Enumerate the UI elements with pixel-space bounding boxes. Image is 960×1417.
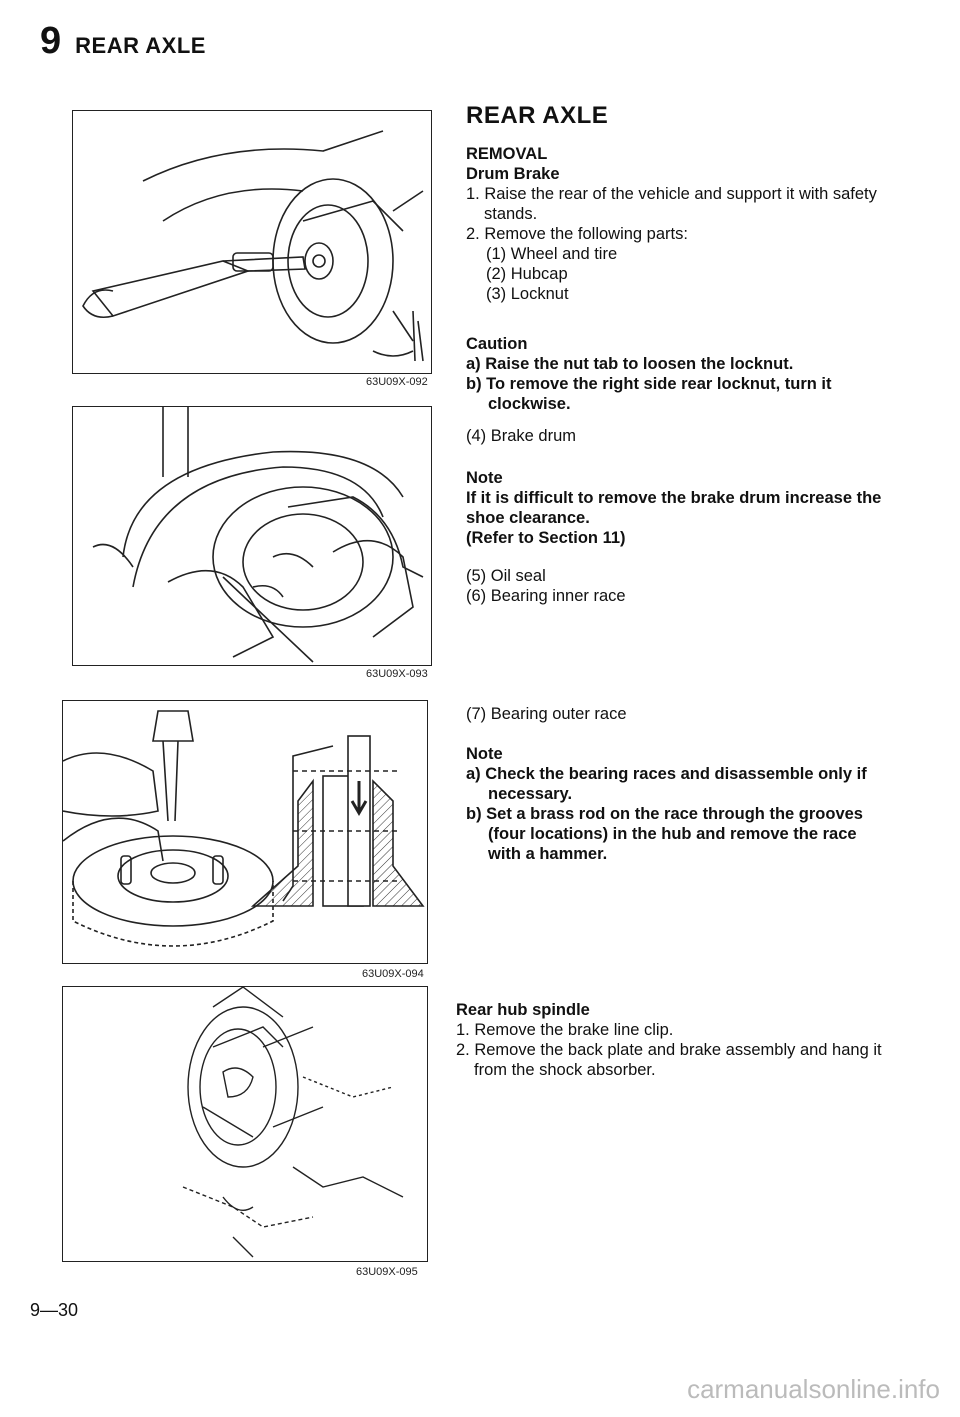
section-title: REAR AXLE: [466, 102, 609, 129]
chapter-number: 9: [40, 20, 62, 62]
part-item: (3) Locknut: [486, 285, 569, 303]
outer-race-block: [466, 704, 886, 864]
figure-caption: 63U09X-095: [356, 1266, 418, 1278]
part-item: (1) Wheel and tire: [486, 245, 618, 263]
figure-caption: 63U09X-092: [366, 376, 428, 388]
figure-locknut-removal: [72, 110, 432, 374]
part-item: (2) Hubcap: [486, 265, 568, 283]
removal-heading: REMOVAL: [466, 145, 548, 163]
note-title: Note: [466, 745, 503, 763]
part-item: (5) Oil seal: [466, 567, 546, 585]
figure-back-plate-removal: [62, 986, 428, 1262]
caution-a: a) Raise the nut tab to loosen the locknut.: [466, 355, 794, 373]
note-reference: (Refer to Section 11): [466, 529, 626, 547]
rear-hub-spindle-section: [456, 1000, 886, 1080]
note-1-block: [466, 468, 886, 606]
figure-outer-race-removal: [62, 700, 428, 964]
watermark: carmanualsonline.info: [687, 1374, 940, 1404]
caution-b: b) To remove the right side rear locknut, turn it clockwise.: [466, 375, 832, 413]
note-text: If it is difficult to remove the brake drum increase the shoe clearance.: [466, 489, 882, 527]
note-2-b: b) Set a brass rod on the race through the grooves (four locations) in the hub and remove the race with a hammer.: [466, 805, 863, 863]
step-1: 1. Raise the rear of the vehicle and support it with safety stands.: [466, 185, 877, 223]
part-item: (6) Bearing inner race: [466, 587, 626, 605]
spindle-step-2: 2. Remove the back plate and brake assembly and hang it from the shock absorber.: [456, 1041, 882, 1079]
page-number: 9—30: [30, 1300, 79, 1320]
caution-block: [466, 334, 886, 446]
spindle-step-1: 1. Remove the brake line clip.: [456, 1021, 674, 1039]
part-item: (7) Bearing outer race: [466, 705, 627, 723]
chapter-title: REAR AXLE: [75, 33, 206, 58]
figure-brake-drum-removal: [72, 406, 432, 666]
part-item: (4) Brake drum: [466, 427, 577, 445]
figure-caption: 63U09X-094: [362, 968, 424, 980]
note-title: Note: [466, 469, 503, 487]
step-2: 2. Remove the following parts:: [466, 225, 688, 243]
rear-axle-section: [466, 102, 886, 304]
figure-caption: 63U09X-093: [366, 668, 428, 680]
note-2-a: a) Check the bearing races and disassemble only if necessary.: [466, 765, 867, 803]
page-header: [40, 22, 206, 60]
caution-title: Caution: [466, 335, 528, 353]
drum-brake-heading: Drum Brake: [466, 165, 560, 183]
spindle-heading: Rear hub spindle: [456, 1001, 590, 1019]
